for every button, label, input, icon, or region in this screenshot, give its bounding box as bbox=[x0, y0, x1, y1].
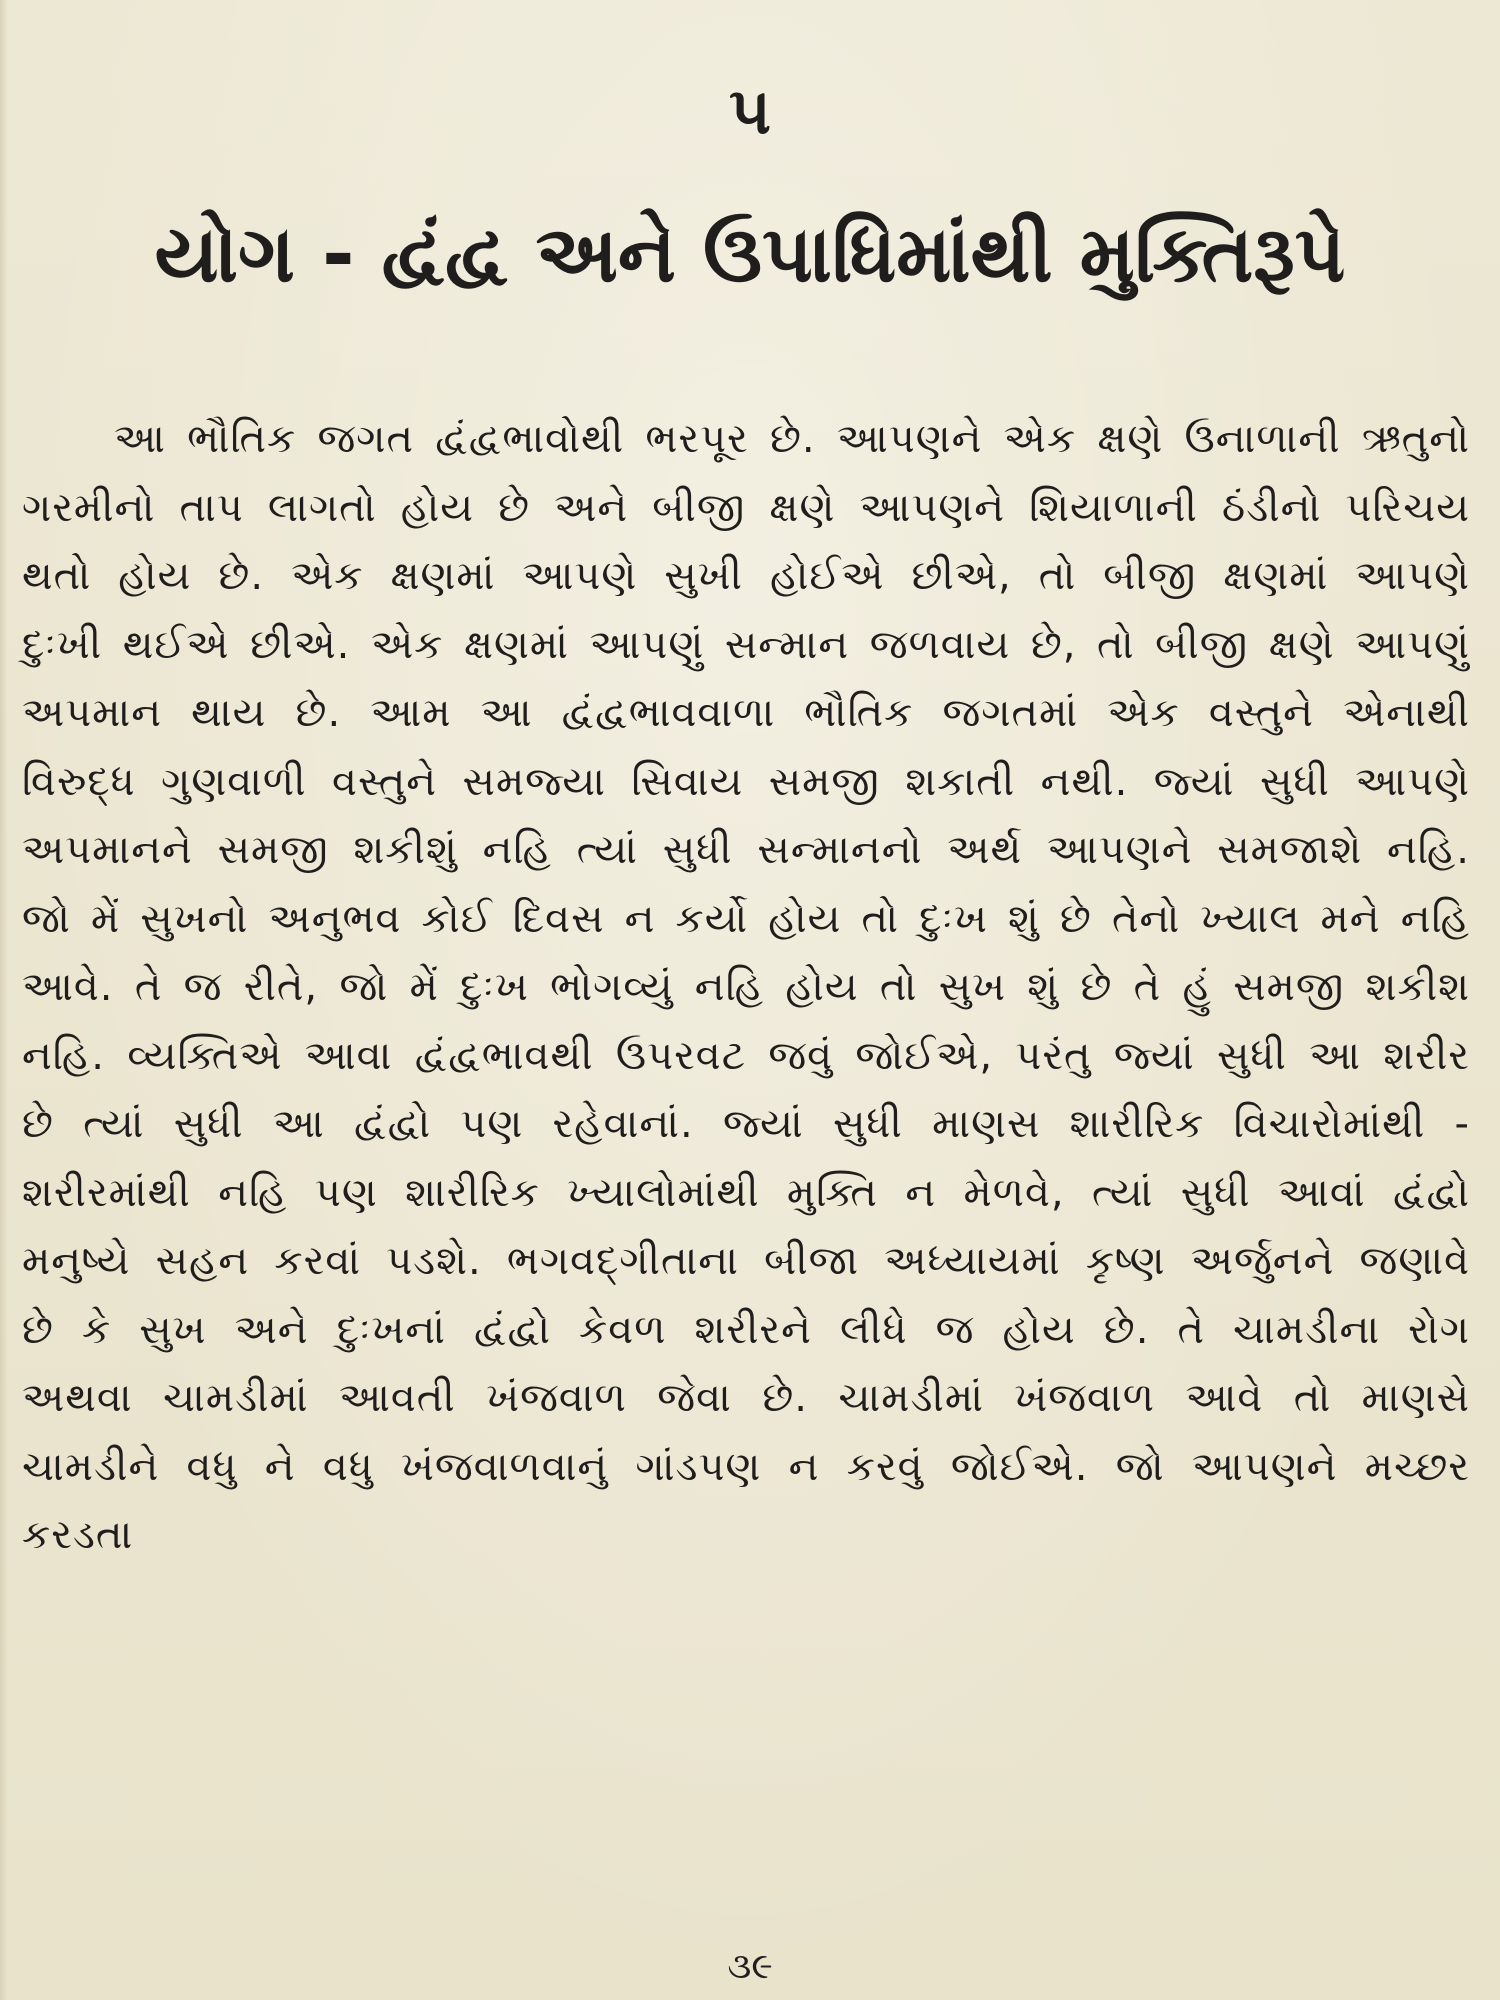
page-number: ૩૯ bbox=[727, 1946, 773, 1987]
chapter-title: યોગ - દ્વંદ્વ અને ઉપાધિમાંથી મુક્તિરૂપે bbox=[154, 210, 1346, 300]
body-paragraph: આ ભૌતિક જગત દ્વંદ્વભાવોથી ભરપૂર છે. આપણને એક ક્ષણે ઉનાળાની ઋતુનો ગરમીનો તાપ લાગતો હોય છે અને બીજી ક્ષણે આપણને શિયાળાની ઠંડીનો પરિચય થતો હોય છે. એક ક્ષણમાં આપણે સુખી હોઈએ છીએ, તો બીજી ક્ષણમાં આપણે દુઃખી થઈએ છીએ. એક ક્ષણમાં આપણું સન્માન જળવાય છે, તો બીજી ક્ષણે આપણું અપમાન થાય છે. આમ આ દ્વંદ્વભાવવાળા ભૌતિક જગતમાં એક વસ્તુને એનાથી વિરુદ્ધ ગુણવાળી વસ્તુને સમજ્યા સિવાય સમજી શકાતી નથી. જ્યાં સુધી આપણે અપમાનને સમજી શકીશું નહિ ત્યાં સુધી સન્માનનો અર્થ આપણને સમજાશે નહિ. જો મેં સુખનો અનુભવ કોઈ દિવસ ન કર્યો હોય તો દુઃખ શું છે તેનો ખ્યાલ મને નહિ આવે. તે જ રીતે, જો મેં દુઃખ ભોગવ્યું નહિ હોય તો સુખ શું છે તે હું સમજી શકીશ નહિ. વ્યક્તિએ આવા દ્વંદ્વભાવથી ઉપરવટ જવું જોઈએ, પરંતુ જ્યાં સુધી આ શરીર છે ત્યાં સુધી આ દ્વંદ્વો પણ રહેવાનાં. જ્યાં સુધી માણસ શારીરિક વિચારોમાંથી - શરીરમાંથી નહિ પણ શારીરિક ખ્યાલોમાંથી મુક્તિ ન મેળવે, ત્યાં સુધી આવાં દ્વંદ્વો મનુષ્યે સહન કરવાં પડશે. ભગવદ્ગીતાના બીજા અધ્યાયમાં કૃષ્ણ અર્જુનને જણાવે છે કે સુખ અને દુઃખનાં દ્વંદ્વો કેવળ શરીરને લીધે જ હોય છે. તે ચામડીના રોગ અથવા ચામડીમાં આવતી ખંજવાળ જેવા છે. ચામડીમાં ખંજવાળ આવે તો માણસે ચામડીને વધુ ને વધુ ખંજવાળવાનું ગાંડપણ ન કરવું જોઈએ. જો આપણને મચ્છર કરડતા bbox=[22, 416, 1470, 1558]
page-edge-shadow bbox=[0, 0, 8, 2000]
chapter-number: ૫ bbox=[728, 75, 772, 149]
